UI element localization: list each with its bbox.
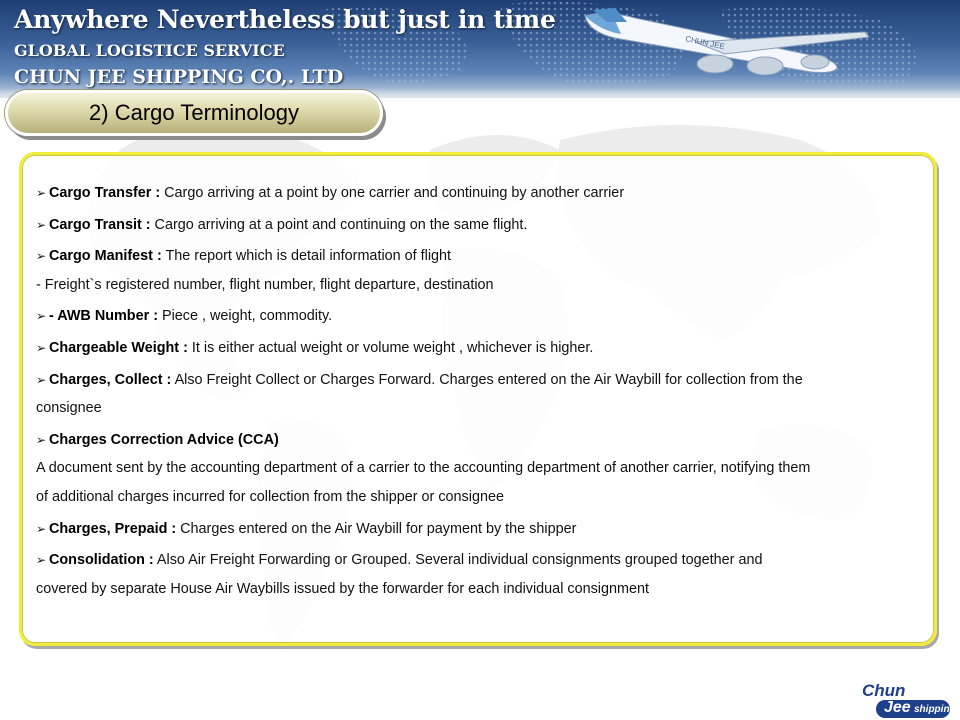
bullet-arrow-icon: ➢ — [36, 553, 47, 568]
bullet-arrow-icon: ➢ — [36, 309, 47, 324]
term-cca: ➢ Charges Correction Advice (CCA) — [36, 426, 916, 455]
term-list — [36, 179, 916, 603]
charges-collect-continuation: consignee — [36, 400, 102, 417]
airplane-icon — [575, 4, 875, 86]
logo-shipping-text: shipping — [914, 704, 956, 715]
logo-jee-text: Jee — [884, 699, 911, 716]
bullet-arrow-icon: ➢ — [36, 249, 47, 264]
term-cargo-transfer: ➢ Cargo Transfer : Cargo arriving at a point by one carrier and continuing by another carrier — [36, 179, 916, 208]
term-awb-number: ➢ - AWB Number : Piece , weight, commodity. — [36, 302, 916, 331]
term-cargo-manifest: ➢ Cargo Manifest : The report which is detail information of flight — [36, 242, 916, 271]
header-company: CHUN JEE SHIPPING CO,. LTD — [14, 66, 344, 88]
term-cargo-transit: ➢ Cargo Transit : Cargo arriving at a point and continuing on the same flight. — [36, 211, 916, 240]
chun-jee-logo — [856, 680, 956, 720]
plane-livery-text: CHUN JEE — [684, 34, 726, 52]
bullet-arrow-icon: ➢ — [36, 432, 47, 447]
bullet-arrow-icon: ➢ — [36, 372, 47, 387]
header-service: GLOBAL LOGISTICE SERVICE — [14, 41, 285, 60]
manifest-note: - Freight`s registered number, flight number, flight departure, destination — [36, 276, 494, 293]
logo-chun-text: Chun — [862, 681, 906, 700]
slide-title: 2) Cargo Terminology — [89, 100, 299, 125]
bullet-arrow-icon: ➢ — [36, 340, 47, 355]
term-charges-collect: ➢ Charges, Collect : Also Freight Collect or Charges Forward. Charges entered on the Air Waybill for collection from the — [36, 366, 916, 395]
bullet-arrow-icon: ➢ — [36, 186, 47, 200]
term-charges-prepaid: ➢ Charges, Prepaid : Charges entered on the Air Waybill for payment by the shipper — [36, 515, 916, 544]
header-tagline: Anywhere Nevertheless but just in time — [14, 5, 556, 34]
term-consolidation: ➢ Consolidation : Also Air Freight Forwarding or Grouped. Several individual consignments grouped together and — [36, 546, 916, 575]
term-chargeable-weight: ➢ Chargeable Weight : It is either actual weight or volume weight , whichever is higher. — [36, 334, 916, 363]
slide-title-pill — [5, 90, 383, 136]
bullet-arrow-icon: ➢ — [36, 521, 47, 536]
bullet-arrow-icon: ➢ — [36, 217, 47, 232]
cca-description-2: of additional charges incurred for collection from the shipper or consignee — [36, 488, 504, 505]
header-banner — [0, 0, 960, 98]
consolidation-continuation: covered by separate House Air Waybills issued by the forwarder for each individual consignment — [36, 580, 649, 597]
cca-description-1: A document sent by the accounting department of a carrier to the accounting department of another carrier, notifying them — [36, 460, 811, 477]
